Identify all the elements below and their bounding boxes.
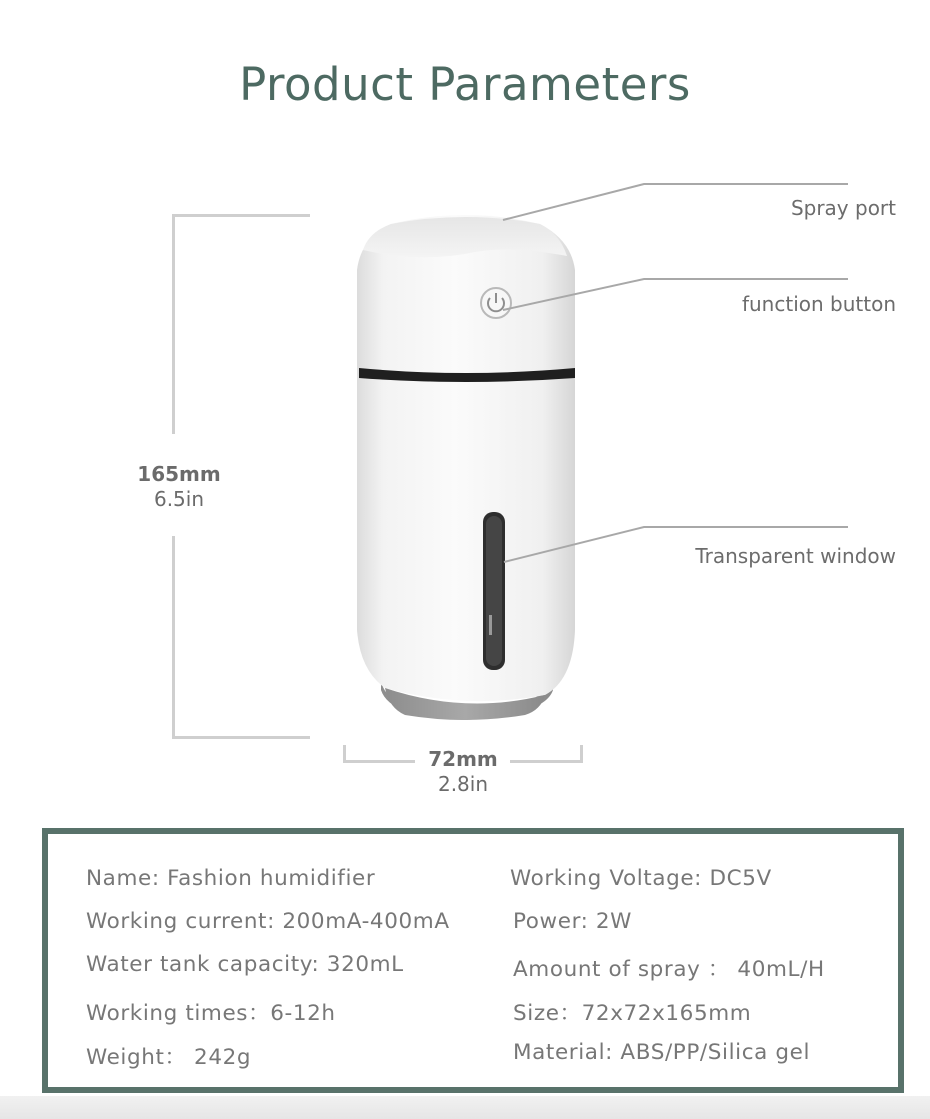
spec-working-times: Working times：6-12h	[86, 1001, 336, 1026]
bottom-shadow-band	[0, 1096, 930, 1119]
height-metric-label: 165mm	[137, 462, 221, 486]
spec-water-tank: Water tank capacity: 320mL	[86, 952, 404, 977]
spec-weight: Weight： 242g	[86, 1045, 252, 1070]
spec-working-current: Working current: 200mA-400mA	[86, 909, 450, 934]
transparent-window-label: Transparent window	[695, 544, 896, 568]
page-title: Product Parameters	[239, 58, 691, 111]
spec-material: Material: ABS/PP/Silica gel	[513, 1040, 811, 1065]
spec-voltage: Working Voltage: DC5V	[510, 866, 772, 891]
spec-name: Name: Fashion humidifier	[86, 866, 376, 891]
spec-spray-amount: Amount of spray ： 40mL/H	[513, 957, 825, 982]
spec-power: Power: 2W	[513, 909, 633, 934]
width-metric-label: 72mm	[428, 747, 498, 771]
function-button-label: function button	[741, 292, 896, 316]
specifications-panel	[42, 828, 904, 1093]
height-imperial-label: 6.5in	[153, 487, 205, 511]
width-imperial-label: 2.8in	[437, 772, 489, 796]
spray-port-label: Spray port	[790, 196, 896, 220]
spec-size: Size：72x72x165mm	[513, 1001, 752, 1026]
